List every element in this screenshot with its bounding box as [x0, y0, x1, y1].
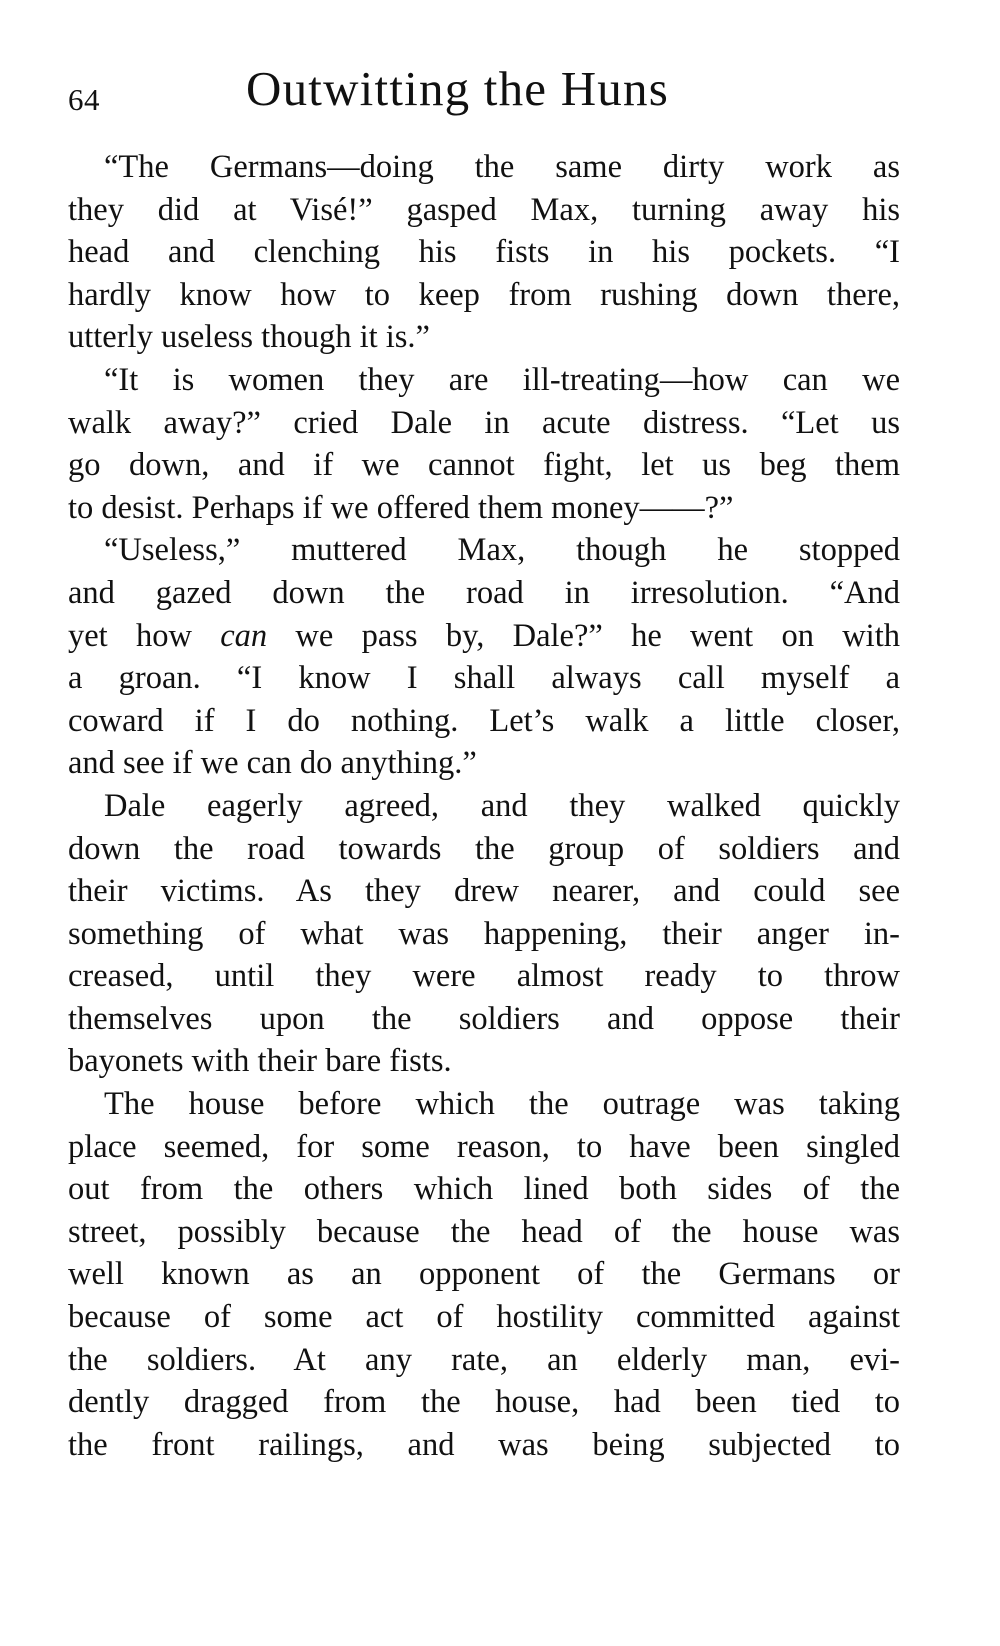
text-line: coward if I do nothing. Let’s walk a little closer, [68, 702, 900, 739]
text-line: they did at Visé!” gasped Max, turning away his [68, 191, 900, 228]
text-line-with-emphasis [68, 615, 900, 658]
page-number: 64 [68, 82, 100, 117]
text-line: walk away?” cried Dale in acute distress. “Let us [68, 404, 900, 441]
body-text [68, 146, 900, 1466]
text-line: dently dragged from the house, had been tied to [68, 1384, 900, 1421]
text-line: their victims. As they drew nearer, and could see [68, 873, 900, 910]
text-line: Dale eagerly agreed, and they walked quickly [104, 787, 900, 824]
text-segment: yet how [68, 617, 192, 654]
text-line: to desist. Perhaps if we offered them money——?” [68, 489, 734, 526]
running-title: Outwitting the Huns [246, 61, 669, 116]
emphasis: can [220, 617, 268, 654]
running-head [68, 60, 900, 146]
text-line: go down, and if we cannot fight, let us beg them [68, 447, 900, 484]
text-line: utterly useless though it is.” [68, 319, 430, 356]
text-line: and gazed down the road in irresolution. “And [68, 574, 900, 611]
text-line: “Useless,” muttered Max, though he stopped [104, 532, 900, 569]
text-line: street, possibly because the head of the house was [68, 1213, 900, 1250]
text-line: out from the others which lined both sides of the [68, 1171, 900, 1208]
text-line: The house before which the outrage was taking [104, 1086, 900, 1123]
text-line: creased, until they were almost ready to throw [68, 958, 900, 995]
text-line: the soldiers. At any rate, an elderly man, evi- [68, 1341, 900, 1378]
text-line: “It is women they are ill-treating—how can we [104, 361, 900, 398]
text-line: because of some act of hostility committed against [68, 1299, 900, 1336]
text-line: themselves upon the soldiers and oppose their [68, 1000, 900, 1037]
text-line: and see if we can do anything.” [68, 745, 477, 782]
text-line: bayonets with their bare fists. [68, 1043, 452, 1080]
text-line: a groan. “I know I shall always call myself a [68, 660, 900, 697]
text-line: “The Germans—doing the same dirty work as [104, 149, 900, 185]
book-page [68, 60, 900, 1466]
text-line: well known as an opponent of the Germans or [68, 1256, 900, 1293]
text-segment: we pass by, Dale?” he went on with [295, 617, 900, 654]
text-line: hardly know how to keep from rushing down there, [68, 276, 900, 313]
text-line: down the road towards the group of soldiers and [68, 830, 900, 867]
text-line: place seemed, for some reason, to have been singled [68, 1128, 900, 1165]
text-line: the front railings, and was being subjected to [68, 1426, 900, 1463]
text-line: something of what was happening, their anger in- [68, 915, 900, 952]
text-line: head and clenching his fists in his pockets. “I [68, 234, 900, 271]
